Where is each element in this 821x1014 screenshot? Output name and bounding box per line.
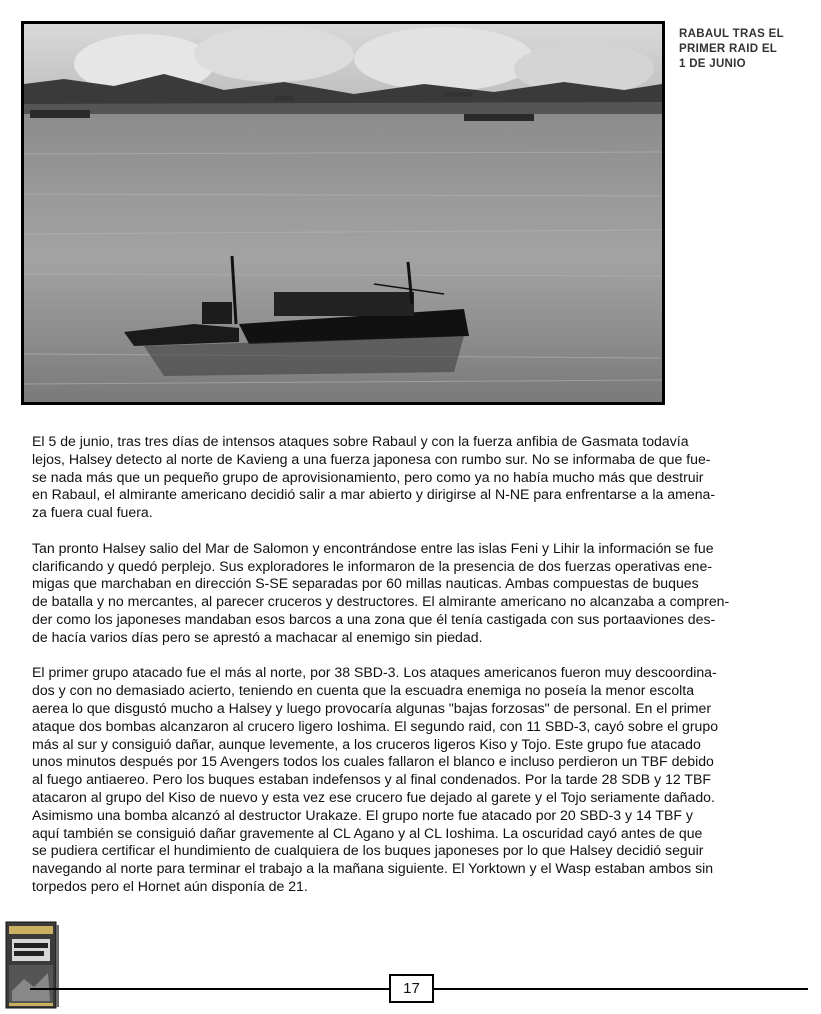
text-line: clarificando y quedó perplejo. Sus exploradores le informaron de la presencia de dos fuerzas operativas ene- (32, 557, 713, 574)
text-line: aquí también se consiguió dañar gravemente al CL Agano y al CL Ioshima. La oscuridad cayó antes de que (32, 824, 703, 841)
text-line: lejos, Halsey detecto al norte de Kavieng a una fuerza japonesa con rumbo sur. No se informaba de que fue- (32, 450, 711, 467)
text-line: unos minutos después por 15 Avengers todos los cuales fallaron el blanco e incluso perdieron un TBF debido (32, 753, 714, 770)
caption-line: 1 DE JUNIO (679, 58, 746, 70)
game-box-art (4, 921, 60, 1010)
text-line: El 5 de junio, tras tres días de intensos ataques sobre Rabaul y con la fuerza anfibia de Gasmata todavía (32, 433, 689, 449)
paragraph (32, 664, 802, 895)
text-line: aerea lo que disgustó mucho a Halsey y luego provocaría algunas "bajas forzosas" de personal. En el primer (32, 699, 712, 716)
caption-line: PRIMER RAID EL (679, 43, 778, 55)
photo-caption (679, 27, 809, 72)
text-line: El primer grupo atacado fue el más al norte, por 38 SBD-3. Los ataques americanos fueron muy descoordina- (32, 664, 717, 681)
text-line: Tan pronto Halsey salio del Mar de Salomon y encontrándose entre las islas Feni y Lihir la información se fue (32, 539, 714, 556)
paragraph (32, 433, 802, 522)
paragraph (32, 540, 802, 647)
text-line: torpedos pero el Hornet aún disponía de 21. (32, 877, 308, 894)
page-number: 17 (389, 974, 434, 1003)
text-line: más al sur y consiguió dañar, aunque levemente, a los cruceros ligeros Kiso y Tojo. Este grupo fue atacado (32, 735, 701, 752)
text-line: atacaron al grupo del Kiso de nuevo y esta vez ese crucero fue dejado al garete y el Tojo seriamente dañado. (32, 788, 715, 805)
text-line: al fuego antiaereo. Pero los buques estaban indefensos y al final condenados. Por la tarde 28 SDB y 12 TBF (32, 771, 712, 788)
text-line: der como los japoneses mandaban esos barcos a una zona que él tenía castigada con sus portaaviones des- (32, 610, 716, 627)
game-box-thumbnail (4, 921, 60, 1010)
harbor-photo (21, 21, 665, 405)
text-line: en Rabaul, el almirante americano decidió salir a mar abierto y dirigirse al N-NE para enfrentarse a la amena- (32, 486, 716, 503)
text-line: Asimismo una bomba alcanzó al destructor Urakaze. El grupo norte fue atacado por 20 SBD-3 y 14 TBF y (32, 806, 693, 823)
article-body (32, 433, 802, 914)
caption-line: RABAUL TRAS EL (679, 28, 784, 40)
text-line: se nada más que un pequeño grupo de aprovisionamiento, pero como ya no había mucho más que destruir (32, 468, 704, 485)
text-line: migas que marchaban en dirección S-SE separadas por 60 millas nauticas. Ambas compuestas de buques (32, 575, 699, 592)
burning-ships-photo (24, 24, 662, 402)
text-line: za fuera cual fuera. (32, 504, 153, 521)
text-line: de batalla y no mercantes, al parecer cruceros y destructores. El almirante americano no alcanzaba a compren- (32, 593, 730, 610)
text-line: de hacía varios días pero se aprestó a machacar al enemigo sin piedad. (32, 628, 483, 645)
text-line: ataque dos bombas alcanzaron al crucero ligero Ioshima. El segundo raid, con 11 SBD-3, cayó sobre el grupo (32, 717, 719, 734)
text-line: dos y con no demasiado acierto, teniendo en cuenta que la escuadra enemiga no poseía la menor escolta (32, 682, 695, 699)
text-line: se pudiera certificar el hundimiento de cualquiera de los buques japoneses por lo que Halsey decidió seguir (32, 842, 704, 859)
text-line: navegando al norte para terminar el trabajo a la mañana siguiente. El Yorktown y el Wasp estaban ambos sin (32, 860, 714, 877)
